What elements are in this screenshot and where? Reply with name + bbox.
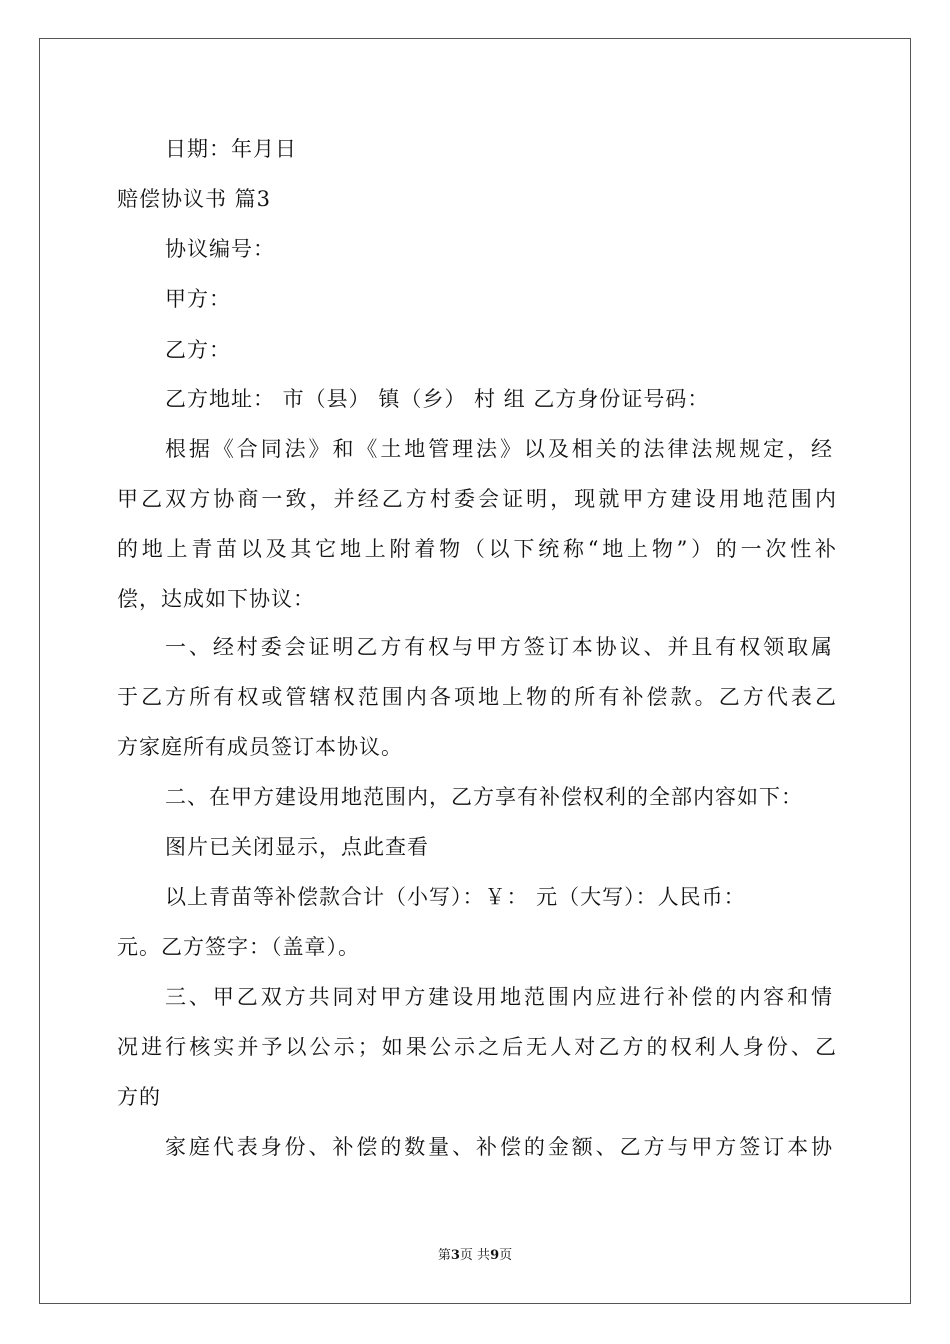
- page-border: [39, 38, 911, 1304]
- paragraph-line: 三、甲乙双方共同对甲方建设用地范围内应进行补偿的内容和情: [165, 985, 833, 1009]
- date-line: 日期：年月日: [165, 137, 297, 161]
- paragraph-line: 方家庭所有成员签订本协议。: [117, 735, 403, 759]
- footer-mid: 页 共: [459, 1248, 491, 1263]
- image-hidden-link[interactable]: 图片已关闭显示，点此查看: [165, 835, 429, 859]
- paragraph-line: 方的: [117, 1085, 161, 1109]
- footer-current-page: 3: [450, 1248, 460, 1263]
- footer-total-pages: 9: [490, 1248, 500, 1263]
- paragraph-line: 一、经村委会证明乙方有权与甲方签订本协议、并且有权领取属: [165, 635, 833, 659]
- paragraph-line: 况进行核实并予以公示；如果公示之后无人对乙方的权利人身份、乙: [117, 1035, 837, 1059]
- party-b: 乙方：: [165, 338, 231, 362]
- party-b-address: 乙方地址： 市（县） 镇（乡） 村 组 乙方身份证号码：: [165, 387, 710, 411]
- page-footer: [0, 1247, 950, 1265]
- agreement-number: 协议编号：: [165, 237, 275, 261]
- footer-suffix: 页: [499, 1248, 513, 1263]
- paragraph-line: 偿，达成如下协议：: [117, 587, 315, 611]
- paragraph-line: 家庭代表身份、补偿的数量、补偿的金额、乙方与甲方签订本协: [165, 1135, 833, 1159]
- party-a: 甲方：: [165, 287, 231, 311]
- paragraph-line: 元。乙方签字：（盖章）。: [117, 935, 360, 959]
- footer-prefix: 第: [437, 1248, 451, 1263]
- paragraph-line: 甲乙双方协商一致，并经乙方村委会证明，现就甲方建设用地范围内: [117, 487, 837, 511]
- paragraph-line: 于乙方所有权或管辖权范围内各项地上物的所有补偿款。乙方代表乙: [117, 685, 837, 709]
- paragraph-line: 以上青苗等补偿款合计（小写）：￥： 元（大写）：人民币：: [165, 885, 746, 909]
- paragraph-line: 根据《合同法》和《土地管理法》以及相关的法律法规规定，经: [165, 437, 833, 461]
- paragraph-line: 二、在甲方建设用地范围内，乙方享有补偿权利的全部内容如下：: [165, 785, 803, 809]
- paragraph-line: 的地上青苗以及其它地上附着物（以下统称“地上物”）的一次性补: [117, 537, 837, 561]
- section-title: 赔偿协议书 篇3: [117, 187, 272, 211]
